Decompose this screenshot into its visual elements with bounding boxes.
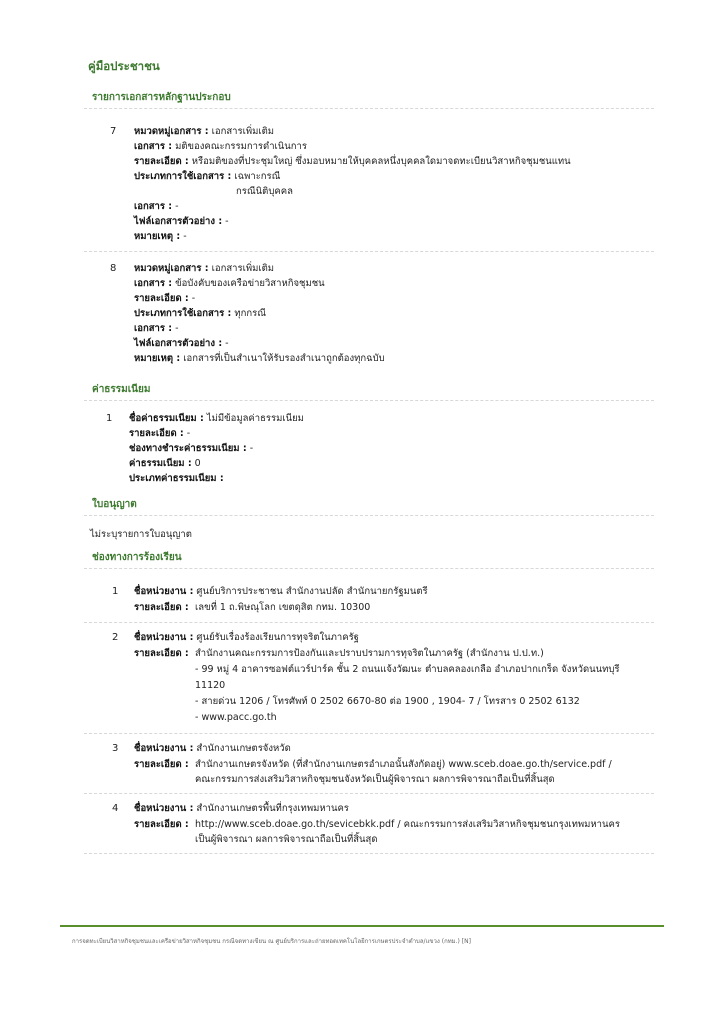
unit-row	[134, 742, 291, 756]
usage-value: ทุกกรณี	[234, 308, 267, 319]
document-row	[134, 277, 325, 291]
detail-line: - www.pacc.go.th	[195, 712, 277, 723]
unit-row	[134, 585, 428, 599]
fee-amount-value: 0	[194, 458, 201, 469]
fee-type-row	[129, 472, 224, 486]
detail-label: รายละเอียด :	[134, 819, 189, 830]
detail-value: -	[191, 293, 196, 304]
unit-row	[134, 631, 359, 645]
category-label: หมวดหมู่เอกสาร :	[134, 126, 209, 137]
note-value: เอกสารที่เป็นสำเนาให้รับรองสำเนาถูกต้องทุกฉบับ	[183, 353, 385, 364]
detail-line: คณะกรรมการส่งเสริมวิสาหกิจชุมชนจังหวัดเป็นผู้พิจารณา ผลการพิจารณาถือเป็นที่สิ้นสุด	[195, 774, 555, 785]
detail-line: - 99 หมู่ 4 อาคารซอฟต์แวร์ปาร์ค ชั้น 2 ถนนแจ้งวัฒนะ ตำบลคลองเกลือ อำเภอปากเกร็ด จังหวัดนนทบุรี	[195, 664, 620, 675]
file-value: -	[175, 323, 179, 334]
fee-name-row	[129, 412, 304, 426]
usage-value-2: กรณีนิติบุคคล	[236, 186, 293, 197]
file-row	[134, 200, 179, 214]
detail-label: รายละเอียด :	[134, 602, 189, 613]
divider	[84, 622, 654, 623]
unit-value: ศูนย์รับเรื่องร้องเรียนการทุจริตในภาครัฐ	[196, 632, 359, 643]
file-label: เอกสาร :	[134, 201, 173, 212]
page-title: คู่มือประชาชน	[88, 59, 160, 73]
item-number: 1	[106, 413, 113, 424]
file-label: เอกสาร :	[134, 323, 173, 334]
unit-label: ชื่อหน่วยงาน :	[134, 803, 194, 814]
detail-line: สำนักงานเกษตรจังหวัด (ที่สำนักงานเกษตรอำเภอนั้นสังกัดอยู่) www.sceb.doae.go.th/service.pdf /	[195, 759, 612, 770]
item-number: 1	[112, 586, 119, 597]
usage-value: เฉพาะกรณี	[234, 171, 281, 182]
fee-channel-row	[129, 442, 253, 456]
item-number: 8	[110, 263, 117, 274]
category-row	[134, 262, 274, 276]
usage-label: ประเภทการใช้เอกสาร :	[134, 308, 232, 319]
footer-text: การจดทะเบียนวิสาหกิจชุมชนและเครือข่ายวิสาหกิจชุมชน กรณีจดทางเขียน ณ ศูนย์บริการและถ่ายทอดเทคโนโลยีการเกษตรประจำตำบล/แขวง (กทม.) [N]	[72, 938, 471, 945]
sample-value: -	[225, 216, 229, 227]
document-value: ข้อบังคับของเครือข่ายวิสาหกิจชุมชน	[175, 278, 325, 289]
divider	[84, 568, 654, 569]
document-value: มติของคณะกรรมการดำเนินการ	[175, 141, 307, 152]
complaint-section-title: ช่องทางการร้องเรียน	[92, 552, 182, 563]
note-label: หมายเหตุ :	[134, 353, 181, 364]
item-number: 2	[112, 632, 119, 643]
item-number: 4	[112, 803, 119, 814]
fee-detail-row	[129, 427, 190, 441]
unit-label: ชื่อหน่วยงาน :	[134, 586, 194, 597]
category-value: เอกสารเพิ่มเติม	[211, 263, 275, 274]
detail-row	[134, 155, 571, 169]
note-row	[134, 230, 187, 244]
fee-channel-value: -	[249, 443, 254, 454]
document-label: เอกสาร :	[134, 141, 173, 152]
divider	[84, 515, 654, 516]
divider	[84, 853, 654, 854]
category-row	[134, 125, 274, 139]
detail-label: รายละเอียด :	[134, 293, 189, 304]
file-value: -	[175, 201, 179, 212]
note-row	[134, 352, 385, 366]
license-text: ไม่ระบุรายการใบอนุญาต	[90, 529, 192, 540]
sample-label: ไฟล์เอกสารตัวอย่าง :	[134, 338, 223, 349]
fee-detail-label: รายละเอียด :	[129, 428, 184, 439]
detail-line: เป็นผู้พิจารณา ผลการพิจารณาถือเป็นที่สิ้นสุด	[195, 834, 378, 845]
usage-row	[134, 170, 280, 184]
detail-line: - สายด่วน 1206 / โทรศัพท์ 0 2502 6670-80 ต่อ 1900 , 1904- 7 / โทรสาร 0 2502 6132	[195, 696, 580, 707]
usage-label: ประเภทการใช้เอกสาร :	[134, 171, 232, 182]
fee-amount-row	[129, 457, 201, 471]
unit-value: ศูนย์บริการประชาชน สำนักงานปลัด สำนักนายกรัฐมนตรี	[196, 586, 428, 597]
detail-line: 11120	[195, 680, 226, 691]
detail-line: http://www.sceb.doae.go.th/sevicebkk.pdf / คณะกรรมการส่งเสริมวิสาหกิจชุมชนกรุงเทพมหานคร	[195, 819, 620, 830]
unit-row	[134, 802, 349, 816]
fee-name-label: ชื่อค่าธรรมเนียม :	[129, 413, 204, 424]
unit-value: สำนักงานเกษตรพื้นที่กรุงเทพมหานคร	[196, 803, 349, 814]
category-label: หมวดหมู่เอกสาร :	[134, 263, 209, 274]
fee-channel-label: ช่องทางชำระค่าธรรมเนียม :	[129, 443, 247, 454]
divider	[84, 108, 654, 109]
fee-name-value: ไม่มีข้อมูลค่าธรรมเนียม	[206, 413, 304, 424]
detail-label: รายละเอียด :	[134, 759, 189, 770]
sample-row	[134, 337, 229, 351]
file-row	[134, 322, 179, 336]
fee-amount-label: ค่าธรรมเนียม :	[129, 458, 192, 469]
item-number: 7	[110, 126, 117, 137]
detail-line: สำนักงานคณะกรรมการป้องกันและปราบปรามการทุจริตในภาครัฐ (สำนักงาน ป.ป.ท.)	[195, 648, 544, 659]
document-label: เอกสาร :	[134, 278, 173, 289]
detail-row	[134, 292, 195, 306]
sample-row	[134, 215, 229, 229]
detail-value: หรือมติของที่ประชุมใหญ่ ซึ่งมอบหมายให้บุคคลหนึ่งบุคคลใดมาจดทะเบียนวิสาหกิจชุมชนแทน	[191, 156, 571, 167]
footer-rule	[60, 925, 664, 927]
divider	[84, 400, 654, 401]
divider	[84, 251, 654, 252]
detail-label: รายละเอียด :	[134, 156, 189, 167]
note-label: หมายเหตุ :	[134, 231, 181, 242]
fees-section-title: ค่าธรรมเนียม	[92, 384, 151, 395]
item-number: 3	[112, 743, 119, 754]
divider	[84, 793, 654, 794]
detail-line: เลขที่ 1 ถ.พิษณุโลก เขตดุสิต กทม. 10300	[195, 602, 371, 613]
document-row	[134, 140, 307, 154]
unit-label: ชื่อหน่วยงาน :	[134, 632, 194, 643]
note-value: -	[183, 231, 187, 242]
detail-label: รายละเอียด :	[134, 648, 189, 659]
documents-section-title: รายการเอกสารหลักฐานประกอบ	[92, 92, 231, 103]
license-section-title: ใบอนุญาต	[92, 499, 137, 510]
usage-row	[134, 307, 266, 321]
fee-type-label: ประเภทค่าธรรมเนียม :	[129, 473, 224, 484]
category-value: เอกสารเพิ่มเติม	[211, 126, 275, 137]
fee-detail-value: -	[186, 428, 191, 439]
unit-value: สำนักงานเกษตรจังหวัด	[196, 743, 291, 754]
divider	[84, 733, 654, 734]
sample-value: -	[225, 338, 229, 349]
unit-label: ชื่อหน่วยงาน :	[134, 743, 194, 754]
sample-label: ไฟล์เอกสารตัวอย่าง :	[134, 216, 223, 227]
